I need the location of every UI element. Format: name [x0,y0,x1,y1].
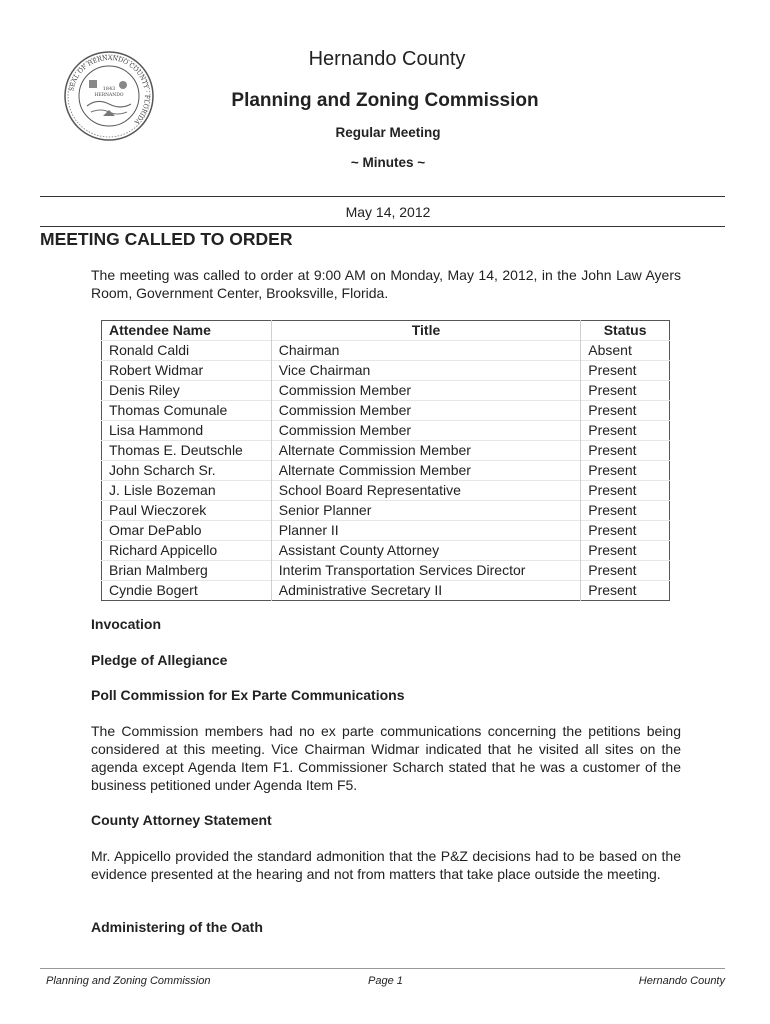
minutes-label: ~ Minutes ~ [350,155,426,170]
attendee-status: Present [581,361,670,381]
attendee-name: Thomas E. Deutschle [102,441,272,461]
table-row [102,421,670,441]
footer-left: Planning and Zoning Commission [46,975,211,987]
table-row [102,361,670,381]
attendee-status: Present [581,401,670,421]
attorney-paragraph: Mr. Appicello provided the standard admonition that the P&Z decisions had to be based on the evidence presented at the hearing and not from matters that take place outside the meeting. [91,848,681,882]
attendee-status: Present [581,521,670,541]
attendee-name: John Scharch Sr. [102,461,272,481]
meeting-date: May 14, 2012 [345,204,431,220]
attendee-name: Richard Appicello [102,541,272,561]
page-number: Page 1 [368,975,403,987]
table-row [102,521,670,541]
attendee-status: Present [581,441,670,461]
table-row [102,441,670,461]
attendee-status: Present [581,461,670,481]
county-title: Hernando County [308,48,466,70]
column-header-status: Status [581,321,670,341]
oath-heading: Administering of the Oath [91,919,263,935]
poll-paragraph: The Commission members had no ex parte communications concerning the petitions being considered at this meeting. Vice Chairman Widmar indicated that he visited all sites on the agenda except Agenda Item F1. Commissioner Scharch stated that he was a customer of the business petitioned under Agenda Item F5. [91,723,681,793]
attendee-status: Present [581,381,670,401]
table-row [102,501,670,521]
column-header-name: Attendee Name [109,322,211,338]
svg-text:1843: 1843 [102,86,116,92]
attendee-name: Brian Malmberg [102,561,272,581]
footer-right: Hernando County [638,975,725,987]
attendee-status: Absent [581,341,670,361]
intro-paragraph: The meeting was called to order at 9:00 AM on Monday, May 14, 2012, in the John Law Ayers Room, Government Center, Brooksville, Florida. [91,267,681,301]
table-row [102,581,670,601]
attendee-name: J. Lisle Bozeman [102,481,272,501]
commission-title: Planning and Zoning Commission [231,90,539,111]
table-row [102,381,670,401]
pledge-heading: Pledge of Allegiance [91,652,228,668]
attendee-title: Vice Chairman [271,361,580,381]
poll-heading: Poll Commission for Ex Parte Communications [91,687,405,703]
attendee-title: Interim Transportation Services Director [271,561,580,581]
attendee-title: Planner II [271,521,580,541]
attendee-name: Omar DePablo [102,521,272,541]
table-row [102,561,670,581]
attendee-title: Chairman [271,341,580,361]
attendee-name: Lisa Hammond [102,421,272,441]
table-header-row [102,321,670,341]
table-row [102,481,670,501]
date-divider [40,226,725,227]
attendee-table [101,320,670,601]
attendee-name: Denis Riley [102,381,272,401]
attendee-name: Cyndie Bogert [102,581,272,601]
attendee-name: Thomas Comunale [102,401,272,421]
attendee-title: School Board Representative [271,481,580,501]
svg-text:SEAL OF HERNANDO COUNTY · FLOR: SEAL OF HERNANDO COUNTY · FLORIDA [68,54,151,126]
attendee-title: Alternate Commission Member [271,441,580,461]
attorney-heading: County Attorney Statement [91,812,272,828]
table-row [102,401,670,421]
attendee-name: Paul Wieczorek [102,501,272,521]
attendee-title: Senior Planner [271,501,580,521]
attendee-title: Assistant County Attorney [271,541,580,561]
table-row [102,541,670,561]
meeting-type: Regular Meeting [335,125,441,140]
attendee-name: Robert Widmar [102,361,272,381]
column-header-title: Title [271,321,580,341]
attendee-status: Present [581,541,670,561]
attendee-title: Alternate Commission Member [271,461,580,481]
attendee-status: Present [581,501,670,521]
attendee-status: Present [581,421,670,441]
attendee-status: Present [581,481,670,501]
section-heading: MEETING CALLED TO ORDER [40,229,293,249]
table-row [102,341,670,361]
footer-divider [40,968,725,969]
attendee-title: Commission Member [271,421,580,441]
attendee-status: Present [581,581,670,601]
attendee-title: Commission Member [271,401,580,421]
attendee-status: Present [581,561,670,581]
table-row [102,461,670,481]
attendee-name: Ronald Caldi [102,341,272,361]
attendee-title: Commission Member [271,381,580,401]
invocation-heading: Invocation [91,616,162,632]
header-divider [40,196,725,197]
svg-text:HERNANDO: HERNANDO [94,93,124,98]
attendee-title: Administrative Secretary II [271,581,580,601]
